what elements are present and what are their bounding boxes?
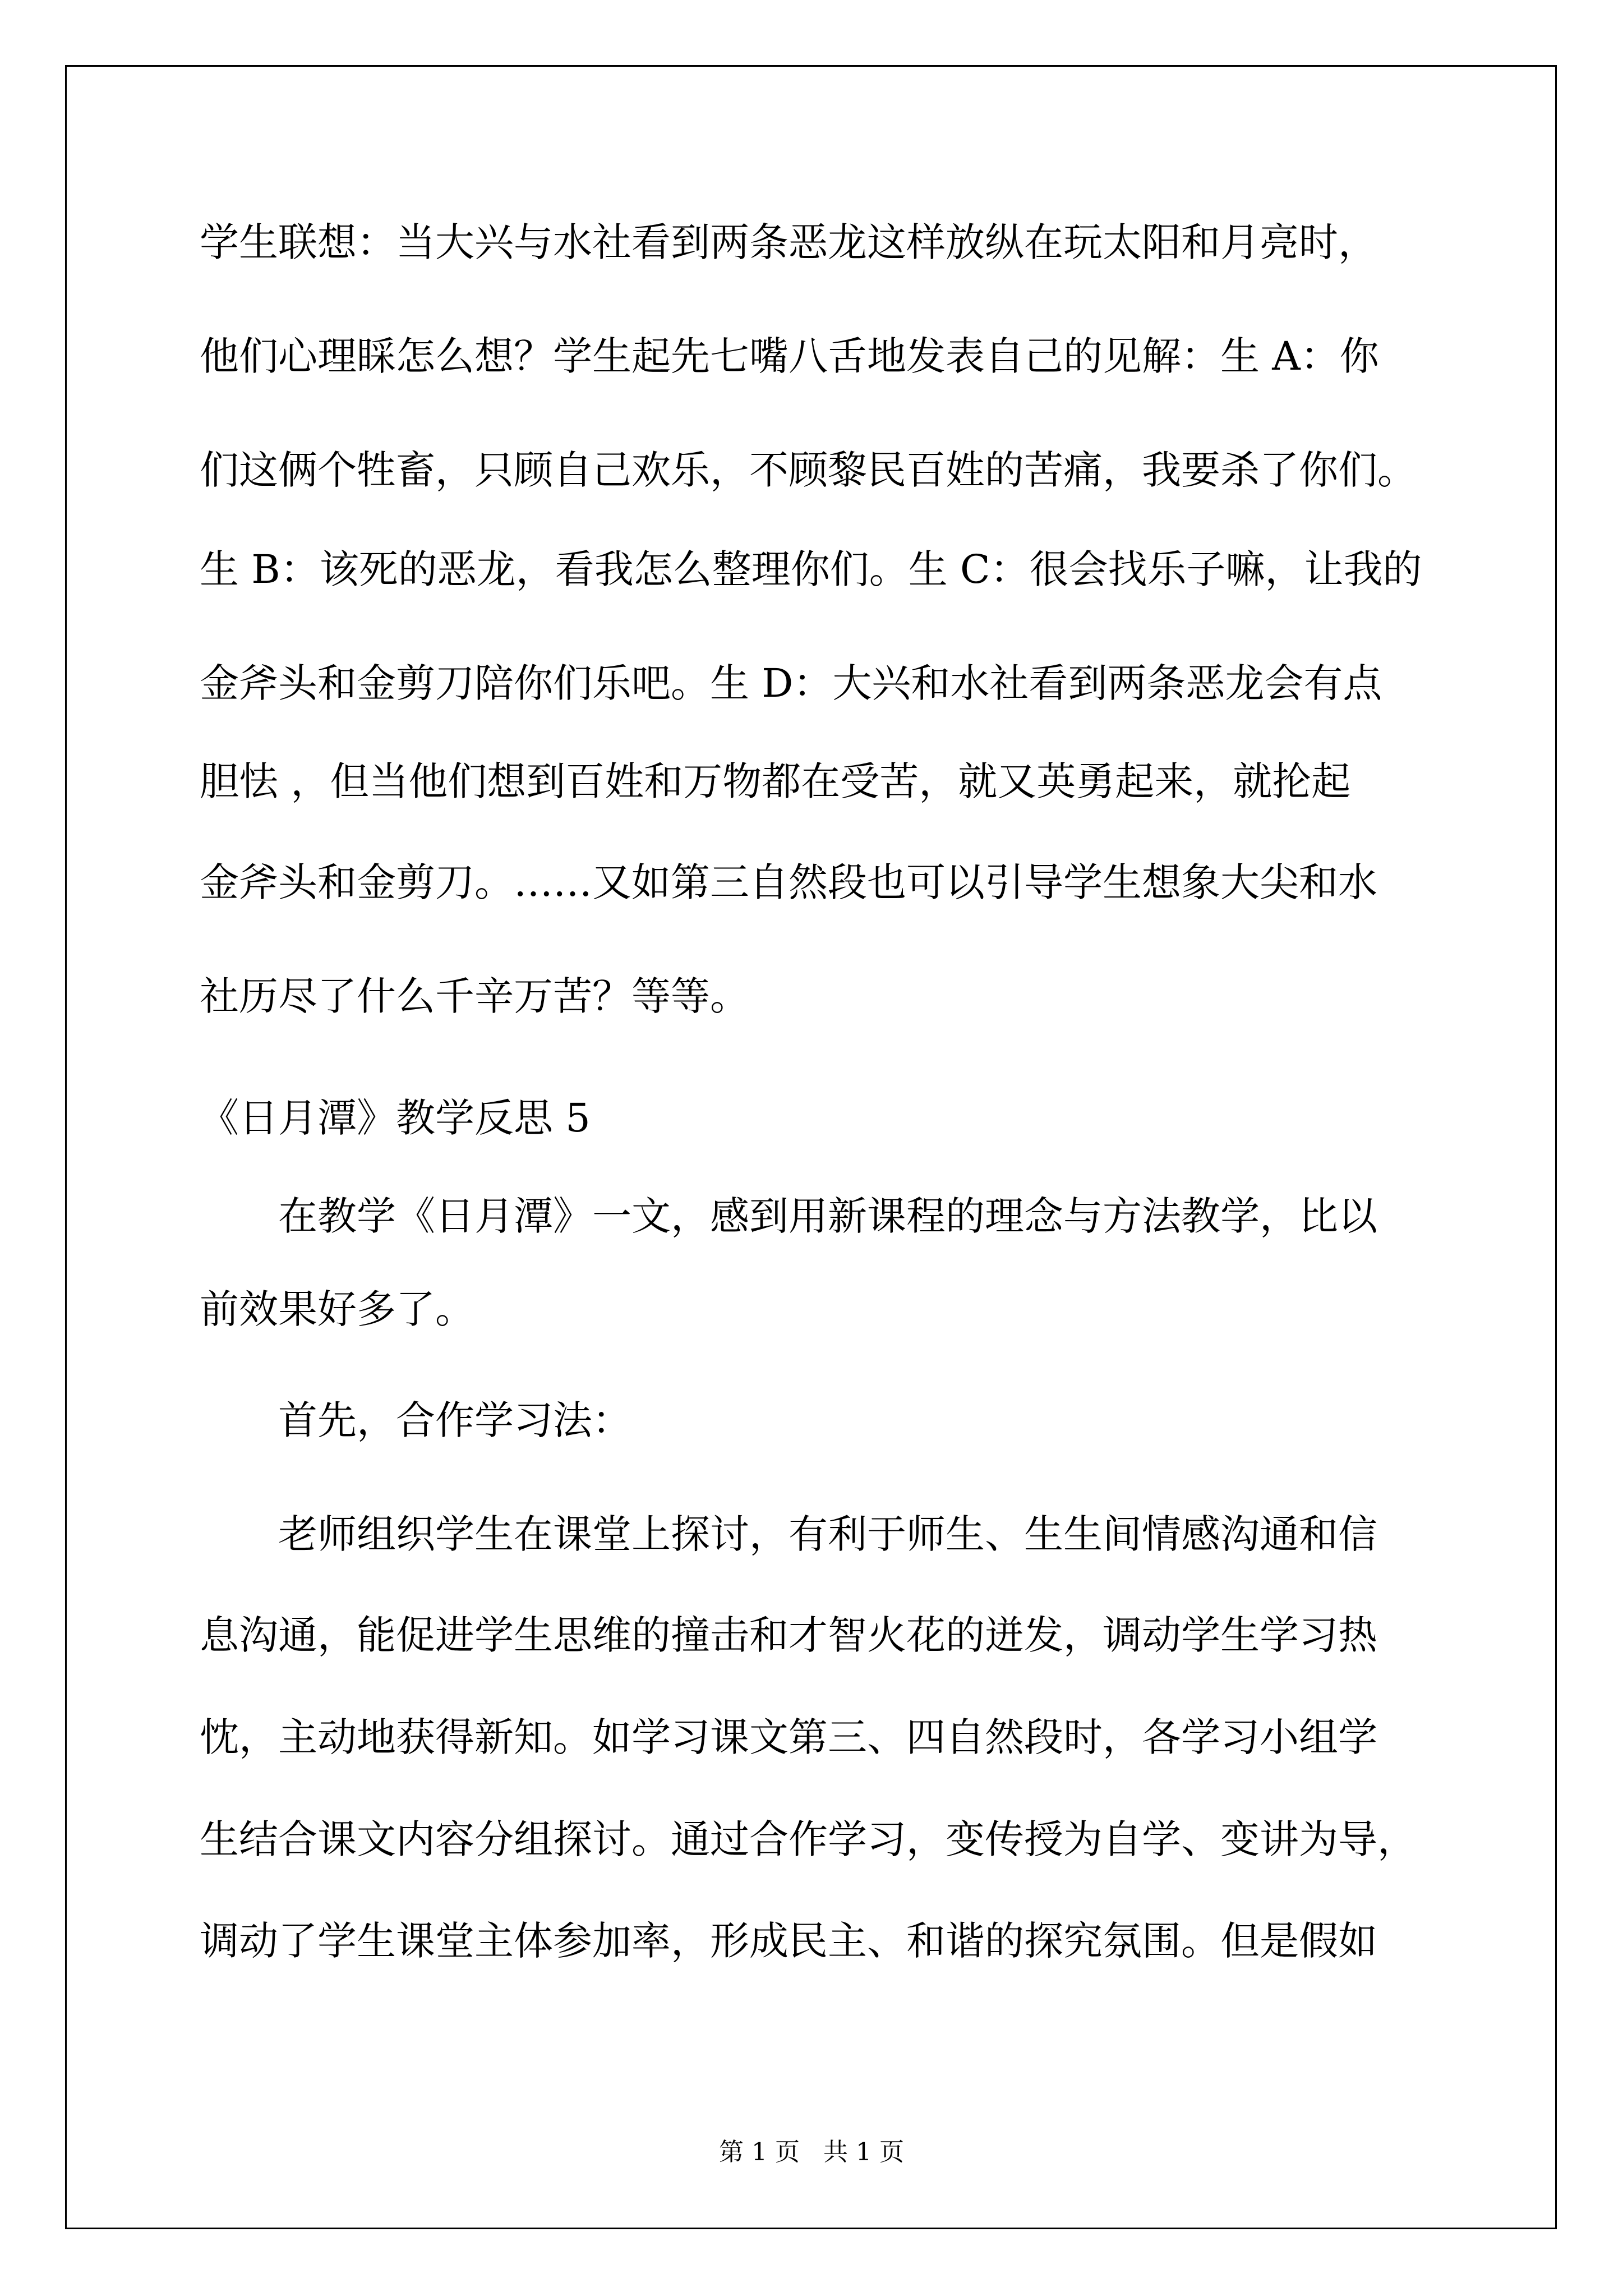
text-line: 生结合课文内容分组探讨。通过合作学习，变传授为自学、变讲为导， [200, 1816, 1417, 1862]
text-line: 学生联想：当大兴与水社看到两条恶龙这样放纵在玩太阳和月亮时， [200, 219, 1377, 265]
text-line: 金斧头和金剪刀。……又如第三自然段也可以引导学生想象大尖和水 [200, 859, 1377, 905]
text-line: 金斧头和金剪刀陪你们乐吧。生 D：大兴和水社看到两条恶龙会有点 [200, 660, 1382, 706]
section-heading: 《日月潭》教学反思 5 [200, 1095, 591, 1141]
page-border [65, 65, 1557, 2229]
text-line: 生 B：该死的恶龙，看我怎么整理你们。生 C：很会找乐子嘛，让我的 [200, 546, 1422, 592]
text-line: 息沟通，能促进学生思维的撞击和才智火花的迸发，调动学生学习热 [200, 1612, 1377, 1658]
text-line: 调动了学生课堂主体参加率，形成民主、和谐的探究氛围。但是假如 [200, 1918, 1377, 1964]
text-line: 们这俩个牲畜，只顾自己欢乐，不顾黎民百姓的苦痛，我要杀了你们。 [200, 447, 1417, 493]
text-line: 他们心理睬怎么想？学生起先七嘴八舌地发表自己的见解：生 A：你 [200, 333, 1379, 379]
text-line: 忱，主动地获得新知。如学习课文第三、四自然段时，各学习小组学 [200, 1714, 1377, 1760]
page-number: 第 1 页 共 1 页 [719, 2138, 904, 2166]
text-line: 前效果好多了。 [200, 1286, 474, 1332]
text-line: 社历尽了什么千辛万苦？等等。 [200, 973, 749, 1019]
text-line: 老师组织学生在课堂上探讨，有利于师生、生生间情感沟通和信 [278, 1511, 1377, 1557]
text-line: 胆怯 ，但当他们想到百姓和万物都在受苦，就又英勇起来，就抡起 [200, 758, 1351, 804]
text-line: 在教学《日月潭》一文，感到用新课程的理念与方法教学，比以 [278, 1193, 1377, 1239]
text-line: 首先，合作学习法： [278, 1397, 631, 1443]
